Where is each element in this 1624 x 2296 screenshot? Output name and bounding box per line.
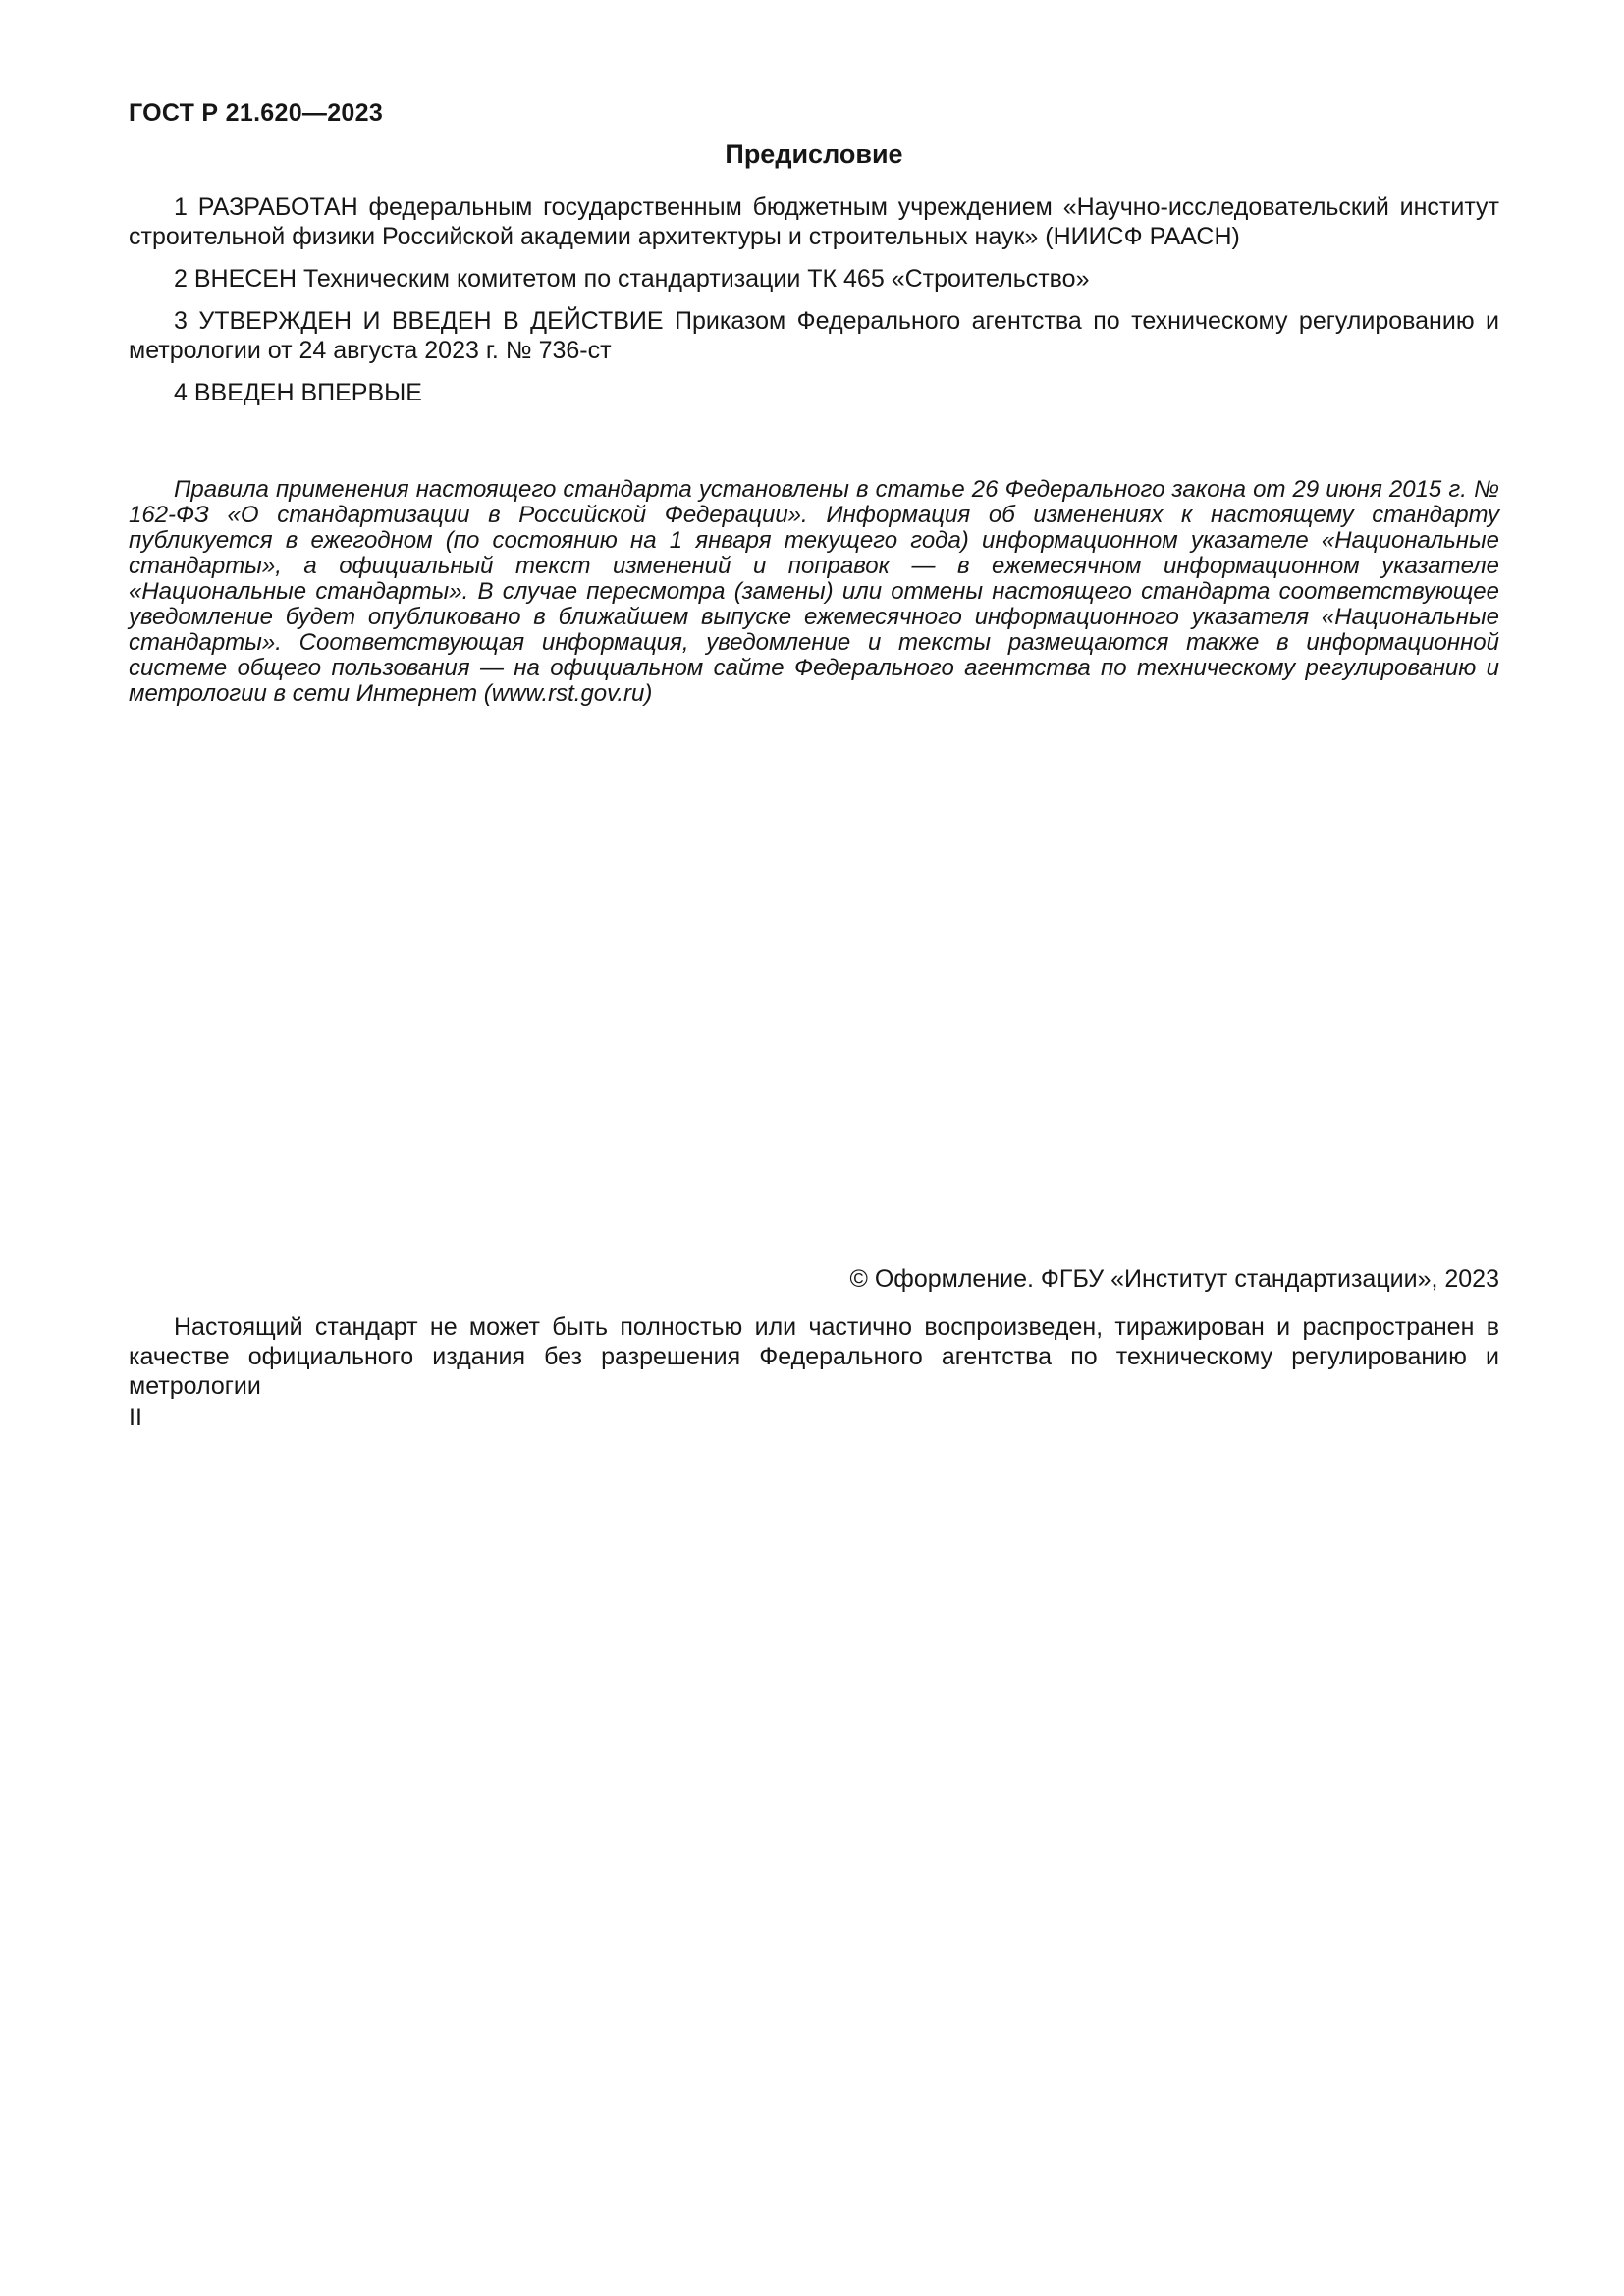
foreword-item-developed: 1 РАЗРАБОТАН федеральным государственным бюджетным учреждением «Научно-исследовательский институт строительной физики Российской академии архитектуры и строительных наук» (НИИСФ РААСН) <box>129 193 1499 250</box>
foreword-item-submitted: 2 ВНЕСЕН Техническим комитетом по стандартизации ТК 465 «Строительство» <box>174 265 1090 293</box>
copyright-notice: © Оформление. ФГБУ «Институт стандартизации», 2023 <box>849 1265 1499 1293</box>
reproduction-restriction: Настоящий стандарт не может быть полностью или частично воспроизведен, тиражирован и распространен в качестве официального издания без разрешения Федерального агентства по техническому регулированию и метрологии <box>129 1313 1499 1400</box>
foreword-item-introduced: 4 ВВЕДЕН ВПЕРВЫЕ <box>174 379 422 406</box>
document-code: ГОСТ Р 21.620—2023 <box>129 99 384 127</box>
foreword-item-approved: 3 УТВЕРЖДЕН И ВВЕДЕН В ДЕЙСТВИЕ Приказом Федерального агентства по техническому регулированию и метрологии от 24 августа 2023 г. № 736-ст <box>129 307 1499 364</box>
foreword-section <box>129 192 1499 420</box>
application-rules-paragraph: Правила применения настоящего стандарта установлены в статье 26 Федерального закона от 29 июня 2015 г. № 162-ФЗ «О стандартизации в Российской Федерации». Информация об изменениях к настоящему стандарту публикуется в ежегодном (по состоянию на 1 января текущего года) информационном указателе «Национальные стандарты», а официальный текст изменений и поправок — в ежемесячном информационном указателе «Национальные стандарты». В случае пересмотра (замены) или отмены настоящего стандарта соответствующее уведомление будет опубликовано в ближайшем выпуске ежемесячного информационного указателя «Национальные стандарты». Соответствующая информация, уведомление и тексты размещаются также в информационной системе общего пользования — на официальном сайте Федерального агентства по техническому регулированию и метрологии в сети Интернет (www.rst.gov.ru) <box>129 476 1499 707</box>
page-title: Предисловие <box>725 139 903 169</box>
page-number: II <box>129 1404 142 1431</box>
